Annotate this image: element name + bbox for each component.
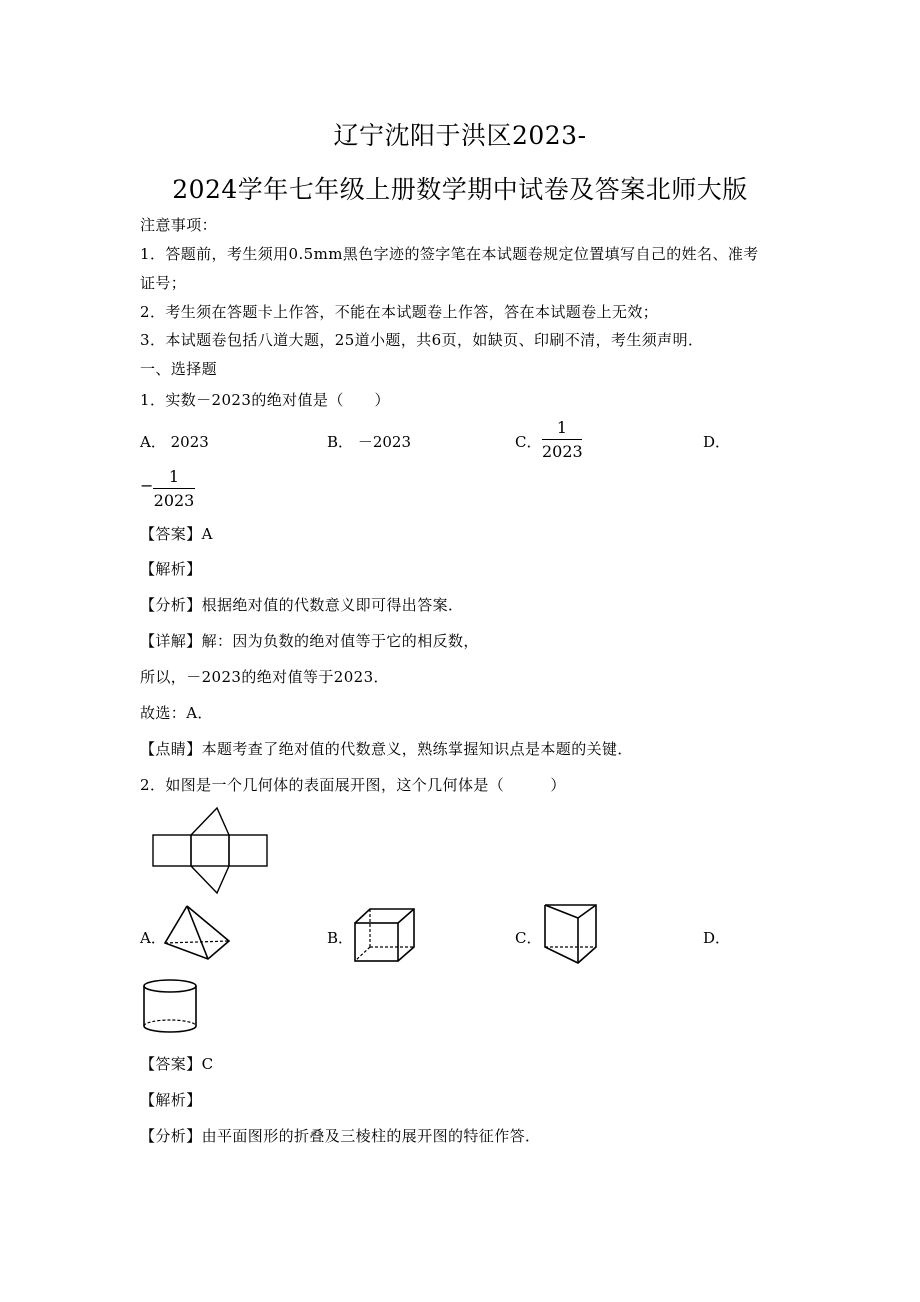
q1-option-b-label: B． xyxy=(327,433,354,451)
tetrahedron-icon xyxy=(160,903,232,963)
note-item-2: 2．考生须在答题卡上作答，不能在本试题卷上作答，答在本试题卷上无效； xyxy=(140,303,659,321)
q1-option-d-numerator: 1 xyxy=(153,466,195,489)
q1-answer: 【答案】A xyxy=(140,525,213,543)
q1-fenxi: 【分析】根据绝对值的代数意义即可得出答案． xyxy=(140,596,464,614)
q1-dianjing: 【点睛】本题考查了绝对值的代数意义，熟练掌握知识点是本题的关键． xyxy=(140,740,633,758)
doc-title-line1: 辽宁沈阳于洪区2023- xyxy=(333,121,587,150)
q1-option-c-denominator: 2023 xyxy=(542,442,583,461)
q1-option-a-label: A． xyxy=(140,433,166,451)
q2-fenxi: 【分析】由平面图形的折叠及三棱柱的展开图的特征作答． xyxy=(140,1127,541,1145)
q1-option-c-fraction xyxy=(542,417,582,463)
q2-option-c-label: C． xyxy=(515,929,542,947)
q1-option-d-sign: − xyxy=(140,476,154,495)
triangular-prism-icon xyxy=(541,902,599,966)
triangular-prism-net-icon xyxy=(150,805,272,897)
q1-xiangjie: 【详解】解：因为负数的绝对值等于它的相反数， xyxy=(140,632,479,650)
notes-heading: 注意事项： xyxy=(140,216,218,234)
note-item-3: 3．本试题卷包括八道大题，25道小题，共6页，如缺页、印刷不清，考生须声明． xyxy=(140,331,704,349)
section-heading: 一、选择题 xyxy=(140,360,218,378)
q1-option-a-text: 2023 xyxy=(170,433,209,451)
q1-stem: 1．实数－2023的绝对值是（ ） xyxy=(140,391,390,409)
q1-option-b-text: －2023 xyxy=(357,433,411,451)
q1-option-c-label: C． xyxy=(515,433,542,451)
q1-option-d-label: D． xyxy=(703,433,731,451)
q2-option-d-label: D． xyxy=(703,929,731,947)
q2-option-a-label: A． xyxy=(140,929,166,947)
q1-analysis-heading: 【解析】 xyxy=(140,560,202,578)
q1-option-b xyxy=(327,431,411,452)
q1-guxuan: 故选：A． xyxy=(140,704,213,722)
q2-answer: 【答案】C xyxy=(140,1055,214,1073)
q2-stem: 2．如图是一个几何体的表面展开图，这个几何体是（ ） xyxy=(140,776,566,794)
q2-analysis-heading: 【解析】 xyxy=(140,1091,202,1109)
q2-option-b-label: B． xyxy=(327,929,354,947)
note-item-1: 1．答题前，考生须用0.5mm黑色字迹的签字笔在本试题卷规定位置填写自己的姓名、准考 xyxy=(140,245,759,263)
note-item-1-cont: 证号； xyxy=(140,274,187,292)
q1-option-c-numerator: 1 xyxy=(542,417,582,440)
cylinder-icon xyxy=(140,978,200,1036)
cube-icon xyxy=(351,906,419,964)
q1-suoyi: 所以，－2023的绝对值等于2023． xyxy=(140,668,389,686)
doc-title-line2: 2024学年七年级上册数学期中试卷及答案北师大版 xyxy=(172,175,748,204)
q1-option-a xyxy=(140,431,209,452)
q1-option-d-fraction xyxy=(153,466,195,512)
q1-option-d-denominator: 2023 xyxy=(153,491,195,510)
